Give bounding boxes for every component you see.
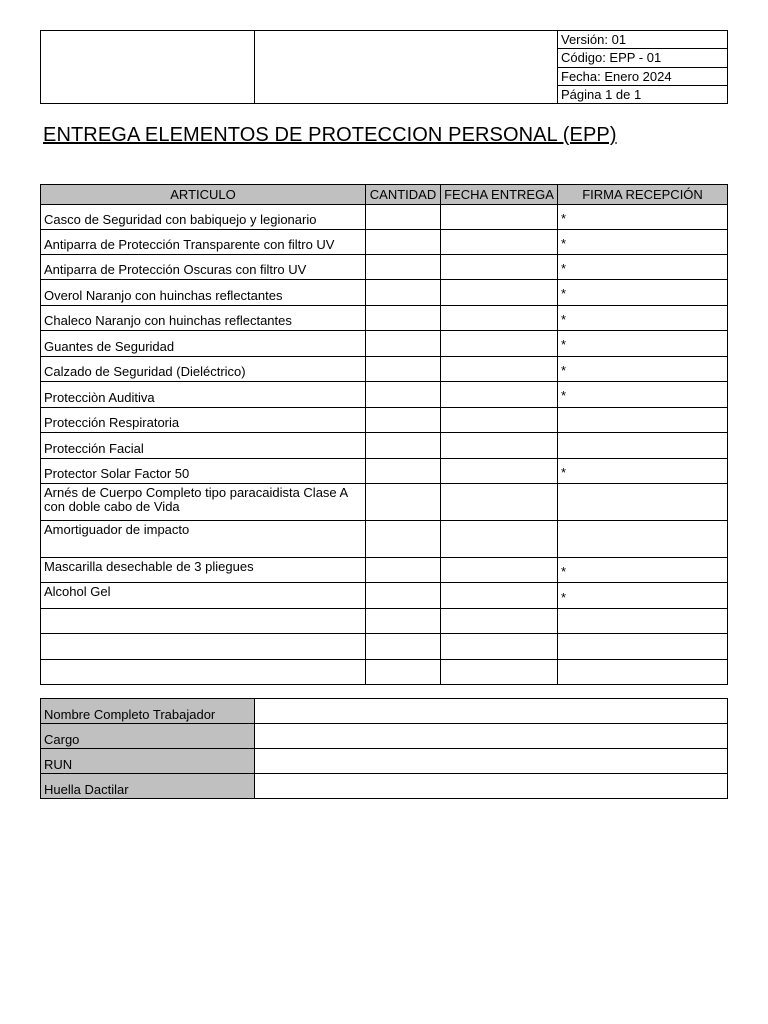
item-cantidad-cell[interactable] xyxy=(366,331,441,357)
table-row xyxy=(41,609,728,634)
item-firma-cell[interactable]: * xyxy=(558,205,728,230)
table-row xyxy=(41,459,728,484)
column-header-articulo: ARTICULO xyxy=(41,185,366,205)
table-row xyxy=(41,433,728,459)
item-cantidad-cell[interactable] xyxy=(366,306,441,331)
table-row xyxy=(41,634,728,660)
table-row xyxy=(41,484,728,521)
item-fecha-cell[interactable] xyxy=(441,433,558,459)
epp-items-table xyxy=(40,184,728,685)
table-row xyxy=(41,660,728,685)
item-cantidad-cell[interactable] xyxy=(366,357,441,382)
code-label: Código: EPP - 01 xyxy=(558,49,728,67)
item-cantidad-cell[interactable] xyxy=(366,459,441,484)
item-firma-cell[interactable] xyxy=(558,433,728,459)
item-fecha-cell[interactable] xyxy=(441,609,558,634)
table-row xyxy=(41,583,728,609)
item-cantidad-cell[interactable] xyxy=(366,280,441,306)
item-articulo: Arnés de Cuerpo Completo tipo paracaidista Clase A con doble cabo de Vida xyxy=(41,484,366,521)
item-fecha-cell[interactable] xyxy=(441,357,558,382)
table-row xyxy=(41,306,728,331)
item-cantidad-cell[interactable] xyxy=(366,583,441,609)
item-fecha-cell[interactable] xyxy=(441,280,558,306)
worker-row-run xyxy=(41,749,728,774)
item-cantidad-cell[interactable] xyxy=(366,609,441,634)
item-articulo: Protector Solar Factor 50 xyxy=(41,459,366,484)
table-row xyxy=(41,521,728,558)
header-blank-area xyxy=(255,31,558,104)
logo-area xyxy=(41,31,255,104)
item-fecha-cell[interactable] xyxy=(441,558,558,583)
item-articulo: Protección Respiratoria xyxy=(41,408,366,433)
item-firma-cell[interactable]: * xyxy=(558,280,728,306)
item-articulo: Protecciòn Auditiva xyxy=(41,382,366,408)
item-cantidad-cell[interactable] xyxy=(366,382,441,408)
item-articulo[interactable] xyxy=(41,609,366,634)
item-fecha-cell[interactable] xyxy=(441,583,558,609)
table-row xyxy=(41,255,728,280)
item-cantidad-cell[interactable] xyxy=(366,255,441,280)
item-fecha-cell[interactable] xyxy=(441,484,558,521)
item-firma-cell[interactable]: * xyxy=(558,357,728,382)
worker-label-run: RUN xyxy=(41,749,255,774)
worker-row-huella xyxy=(41,774,728,799)
item-articulo: Amortiguador de impacto xyxy=(41,521,366,558)
version-label: Versión: 01 xyxy=(558,31,728,49)
item-fecha-cell[interactable] xyxy=(441,660,558,685)
item-firma-cell[interactable]: * xyxy=(558,558,728,583)
item-firma-cell[interactable] xyxy=(558,408,728,433)
item-cantidad-cell[interactable] xyxy=(366,205,441,230)
column-header-cantidad: CANTIDAD xyxy=(366,185,441,205)
item-articulo[interactable] xyxy=(41,634,366,660)
item-fecha-cell[interactable] xyxy=(441,459,558,484)
item-cantidad-cell[interactable] xyxy=(366,484,441,521)
table-row xyxy=(41,280,728,306)
item-articulo: Casco de Seguridad con babiquejo y legionario xyxy=(41,205,366,230)
item-fecha-cell[interactable] xyxy=(441,634,558,660)
table-row xyxy=(41,408,728,433)
worker-info-table xyxy=(40,698,728,799)
worker-label-huella: Huella Dactilar xyxy=(41,774,255,799)
item-cantidad-cell[interactable] xyxy=(366,660,441,685)
date-label: Fecha: Enero 2024 xyxy=(558,67,728,85)
table-row xyxy=(41,205,728,230)
table-row xyxy=(41,230,728,255)
item-cantidad-cell[interactable] xyxy=(366,433,441,459)
item-fecha-cell[interactable] xyxy=(441,521,558,558)
item-cantidad-cell[interactable] xyxy=(366,558,441,583)
table-row xyxy=(41,558,728,583)
worker-label-cargo: Cargo xyxy=(41,724,255,749)
item-cantidad-cell[interactable] xyxy=(366,408,441,433)
item-firma-cell[interactable]: * xyxy=(558,230,728,255)
item-articulo: Overol Naranjo con huinchas reflectantes xyxy=(41,280,366,306)
worker-field-nombre[interactable] xyxy=(255,699,728,724)
document-header xyxy=(40,30,728,104)
worker-field-run[interactable] xyxy=(255,749,728,774)
column-header-firma-recepcion: FIRMA RECEPCIÓN xyxy=(558,185,728,205)
item-fecha-cell[interactable] xyxy=(441,205,558,230)
item-firma-cell[interactable]: * xyxy=(558,306,728,331)
worker-row-cargo xyxy=(41,724,728,749)
document-title: ENTREGA ELEMENTOS DE PROTECCION PERSONAL (EPP) xyxy=(43,124,617,146)
item-cantidad-cell[interactable] xyxy=(366,521,441,558)
item-articulo: Guantes de Seguridad xyxy=(41,331,366,357)
worker-field-huella[interactable] xyxy=(255,774,728,799)
item-articulo: Mascarilla desechable de 3 pliegues xyxy=(41,558,366,583)
item-articulo: Protección Facial xyxy=(41,433,366,459)
table-header-row xyxy=(41,185,728,205)
item-fecha-cell[interactable] xyxy=(441,255,558,280)
item-firma-cell[interactable]: * xyxy=(558,255,728,280)
item-firma-cell[interactable] xyxy=(558,484,728,521)
column-header-fecha-entrega: FECHA ENTREGA xyxy=(441,185,558,205)
item-firma-cell[interactable]: * xyxy=(558,331,728,357)
table-row xyxy=(41,382,728,408)
item-firma-cell[interactable] xyxy=(558,609,728,634)
item-cantidad-cell[interactable] xyxy=(366,634,441,660)
item-cantidad-cell[interactable] xyxy=(366,230,441,255)
item-firma-cell[interactable]: * xyxy=(558,459,728,484)
item-fecha-cell[interactable] xyxy=(441,408,558,433)
item-articulo: Calzado de Seguridad (Dieléctrico) xyxy=(41,357,366,382)
item-articulo: Alcohol Gel xyxy=(41,583,366,609)
table-row xyxy=(41,357,728,382)
item-fecha-cell[interactable] xyxy=(441,306,558,331)
item-fecha-cell[interactable] xyxy=(441,230,558,255)
item-fecha-cell[interactable] xyxy=(441,331,558,357)
item-firma-cell[interactable]: * xyxy=(558,382,728,408)
worker-field-cargo[interactable] xyxy=(255,724,728,749)
item-firma-cell[interactable] xyxy=(558,521,728,558)
item-firma-cell[interactable] xyxy=(558,660,728,685)
item-articulo[interactable] xyxy=(41,660,366,685)
table-row xyxy=(41,331,728,357)
item-articulo: Chaleco Naranjo con huinchas reflectantes xyxy=(41,306,366,331)
item-articulo: Antiparra de Protección Transparente con filtro UV xyxy=(41,230,366,255)
worker-row-nombre xyxy=(41,699,728,724)
worker-label-nombre: Nombre Completo Trabajador xyxy=(41,699,255,724)
page-label: Página 1 de 1 xyxy=(558,85,728,103)
item-fecha-cell[interactable] xyxy=(441,382,558,408)
item-articulo: Antiparra de Protección Oscuras con filtro UV xyxy=(41,255,366,280)
item-firma-cell[interactable] xyxy=(558,634,728,660)
item-firma-cell[interactable]: * xyxy=(558,583,728,609)
